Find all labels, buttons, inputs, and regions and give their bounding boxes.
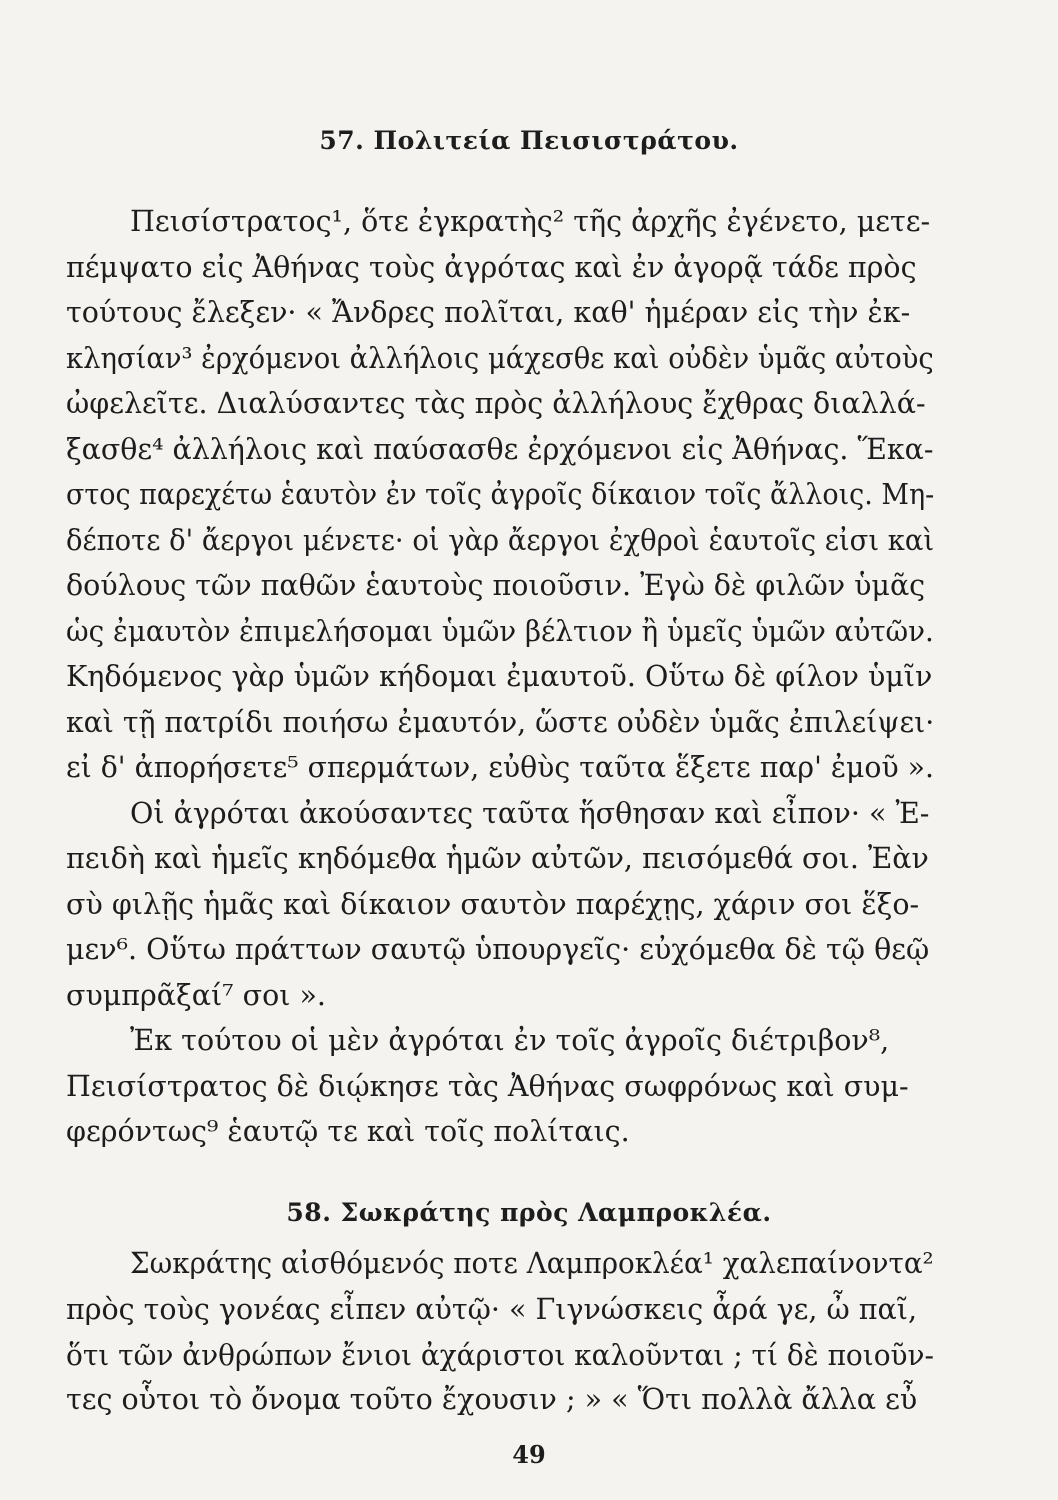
- text-line: κλησίαν³ ἐρχόμενοι ἀλλήλοις μάχεσθε καὶ οὐδὲν ὑμᾶς αὐτοὺς: [66, 342, 934, 375]
- text-line: Πεισίστρατος δὲ διῴκησε τὰς Ἀθήνας σωφρόνως καὶ συμ-: [66, 1070, 909, 1103]
- text-line: Πεισίστρατος¹, ὅτε ἐγκρατὴς² τῆς ἀρχῆς ἐγένετο, μετε-: [130, 205, 931, 238]
- text-line: φερόντως⁹ ἑαυτῷ τε καὶ τοῖς πολίταις.: [66, 1115, 630, 1148]
- page-number: 49: [512, 1440, 546, 1469]
- text-line: δέποτε δ' ἄεργοι μένετε· οἱ γὰρ ἄεργοι ἐχθροὶ ἑαυτοῖς εἰσι καὶ: [66, 524, 935, 557]
- section-57-title: 57. Πολιτεία Πεισιστράτου.: [319, 126, 739, 155]
- text-line: Σωκράτης αἰσθόμενός ποτε Λαμπροκλέα¹ χαλεπαίνοντα²: [130, 1247, 934, 1280]
- text-line: τούτους ἔλεξεν· « Ἄνδρες πολῖται, καθ' ἡμέραν εἰς τὴν ἐκ-: [66, 296, 911, 329]
- text-line: μεν⁶. Οὕτω πράττων σαυτῷ ὑπουργεῖς· εὐχόμεθα δὲ τῷ θεῷ: [66, 933, 930, 966]
- text-line: Ἐκ τούτου οἱ μὲν ἀγρόται ἐν τοῖς ἀγροῖς διέτριβον⁸,: [130, 1024, 890, 1057]
- text-line: πέμψατο εἰς Ἀθήνας τοὺς ἀγρότας καὶ ἐν ἀγορᾷ τάδε πρὸς: [66, 251, 917, 284]
- text-line: πειδὴ καὶ ἡμεῖς κηδόμεθα ἡμῶν αὐτῶν, πεισόμεθά σοι. Ἐὰν: [66, 842, 929, 875]
- text-line: Οἱ ἀγρόται ἀκούσαντες ταῦτα ἥσθησαν καὶ εἶπον· « Ἐ-: [130, 797, 930, 830]
- section-58-title: 58. Σωκράτης πρὸς Λαμπροκλέα.: [286, 1198, 772, 1227]
- text-line: τες οὗτοι τὸ ὄνομα τοῦτο ἔχουσιν ; » « Ὅτι πολλὰ ἄλλα εὖ: [66, 1383, 918, 1416]
- text-line: συμπρᾶξαί⁷ σοι ».: [66, 979, 326, 1012]
- text-line: δούλους τῶν παθῶν ἑαυτοὺς ποιοῦσιν. Ἐγὼ δὲ φιλῶν ὑμᾶς: [66, 569, 926, 602]
- text-line: στος παρεχέτω ἑαυτὸν ἐν τοῖς ἀγροῖς δίκαιον τοῖς ἄλλοις. Μη-: [66, 478, 935, 511]
- text-line: πρὸς τοὺς γονέας εἶπεν αὐτῷ· « Γιγνώσκεις ἆρά γε, ὦ παῖ,: [66, 1293, 918, 1326]
- text-line: ὅτι τῶν ἀνθρώπων ἔνιοι ἀχάριστοι καλοῦνται ; τί δὲ ποιοῦν-: [66, 1339, 934, 1372]
- text-line: καὶ τῇ πατρίδι ποιήσω ἐμαυτόν, ὥστε οὐδὲν ὑμᾶς ἐπιλείψει·: [66, 706, 935, 739]
- text-line: ξασθε⁴ ἀλλήλοις καὶ παύσασθε ἐρχόμενοι εἰς Ἀθήνας. Ἕκα-: [66, 433, 934, 466]
- text-line: Κηδόμενος γὰρ ὑμῶν κήδομαι ἐμαυτοῦ. Οὕτω δὲ φίλον ὑμῖν: [66, 660, 933, 693]
- text-line: ὡς ἐμαυτὸν ἐπιμελήσομαι ὑμῶν βέλτιον ἢ ὑμεῖς ὑμῶν αὐτῶν.: [66, 615, 934, 648]
- text-line: ὠφελεῖτε. Διαλύσαντες τὰς πρὸς ἀλλήλους ἔχθρας διαλλά-: [66, 387, 926, 420]
- text-line: σὺ φιλῇς ἡμᾶς καὶ δίκαιον σαυτὸν παρέχῃς, χάριν σοι ἕξο-: [66, 888, 920, 921]
- text-line: εἰ δ' ἀπορήσετε⁵ σπερμάτων, εὐθὺς ταῦτα ἕξετε παρ' ἐμοῦ ».: [66, 751, 934, 784]
